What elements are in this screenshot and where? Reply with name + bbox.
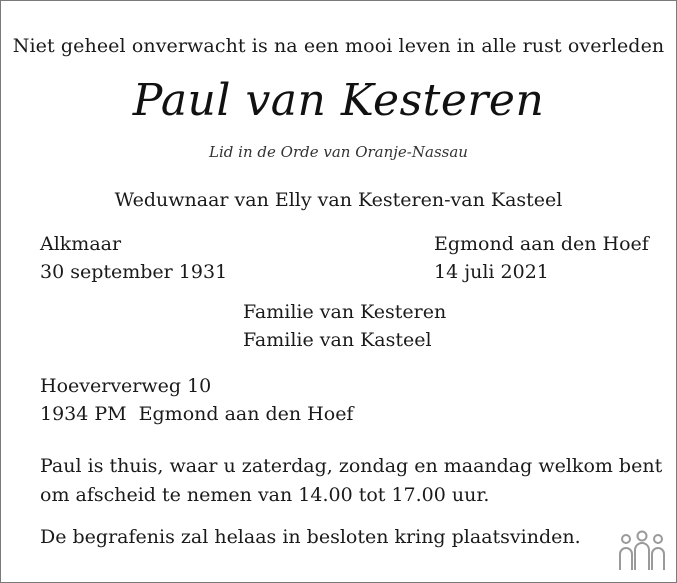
address-city-line bbox=[40, 400, 353, 428]
death-block bbox=[434, 230, 649, 286]
widower-text: Weduwnaar van Elly van Kesteren-van Kasteel bbox=[114, 189, 563, 211]
visit-line: Paul is thuis, waar u zaterdag, zondag en maandag welkom bent bbox=[40, 455, 663, 477]
address-postcode: 1934 PM bbox=[40, 403, 127, 425]
families-block bbox=[243, 298, 446, 354]
address-city: Egmond aan den Hoef bbox=[138, 403, 354, 425]
address-block bbox=[40, 372, 353, 428]
death-place: Egmond aan den Hoef bbox=[434, 233, 649, 255]
address-street: Hoeververweg 10 bbox=[40, 375, 212, 397]
deceased-name: Paul van Kesteren bbox=[132, 75, 545, 126]
birth-block bbox=[40, 230, 227, 286]
visit-line: om afscheid te nemen van 14.00 tot 17.00 uur. bbox=[40, 484, 490, 506]
order-membership: Lid in de Orde van Oranje-Nassau bbox=[209, 143, 468, 161]
intro-text: Niet geheel onverwacht is na een mooi leven in alle rust overleden bbox=[12, 35, 665, 57]
visit-info bbox=[40, 452, 662, 510]
family-name: Familie van Kasteel bbox=[243, 329, 432, 351]
funeral-info: De begrafenis zal helaas in besloten kring plaatsvinden. bbox=[40, 526, 581, 548]
birth-date: 30 september 1931 bbox=[40, 261, 228, 283]
family-name: Familie van Kesteren bbox=[243, 301, 447, 323]
people-group-icon bbox=[618, 530, 666, 572]
death-date: 14 juli 2021 bbox=[434, 261, 549, 283]
birth-place: Alkmaar bbox=[40, 233, 122, 255]
